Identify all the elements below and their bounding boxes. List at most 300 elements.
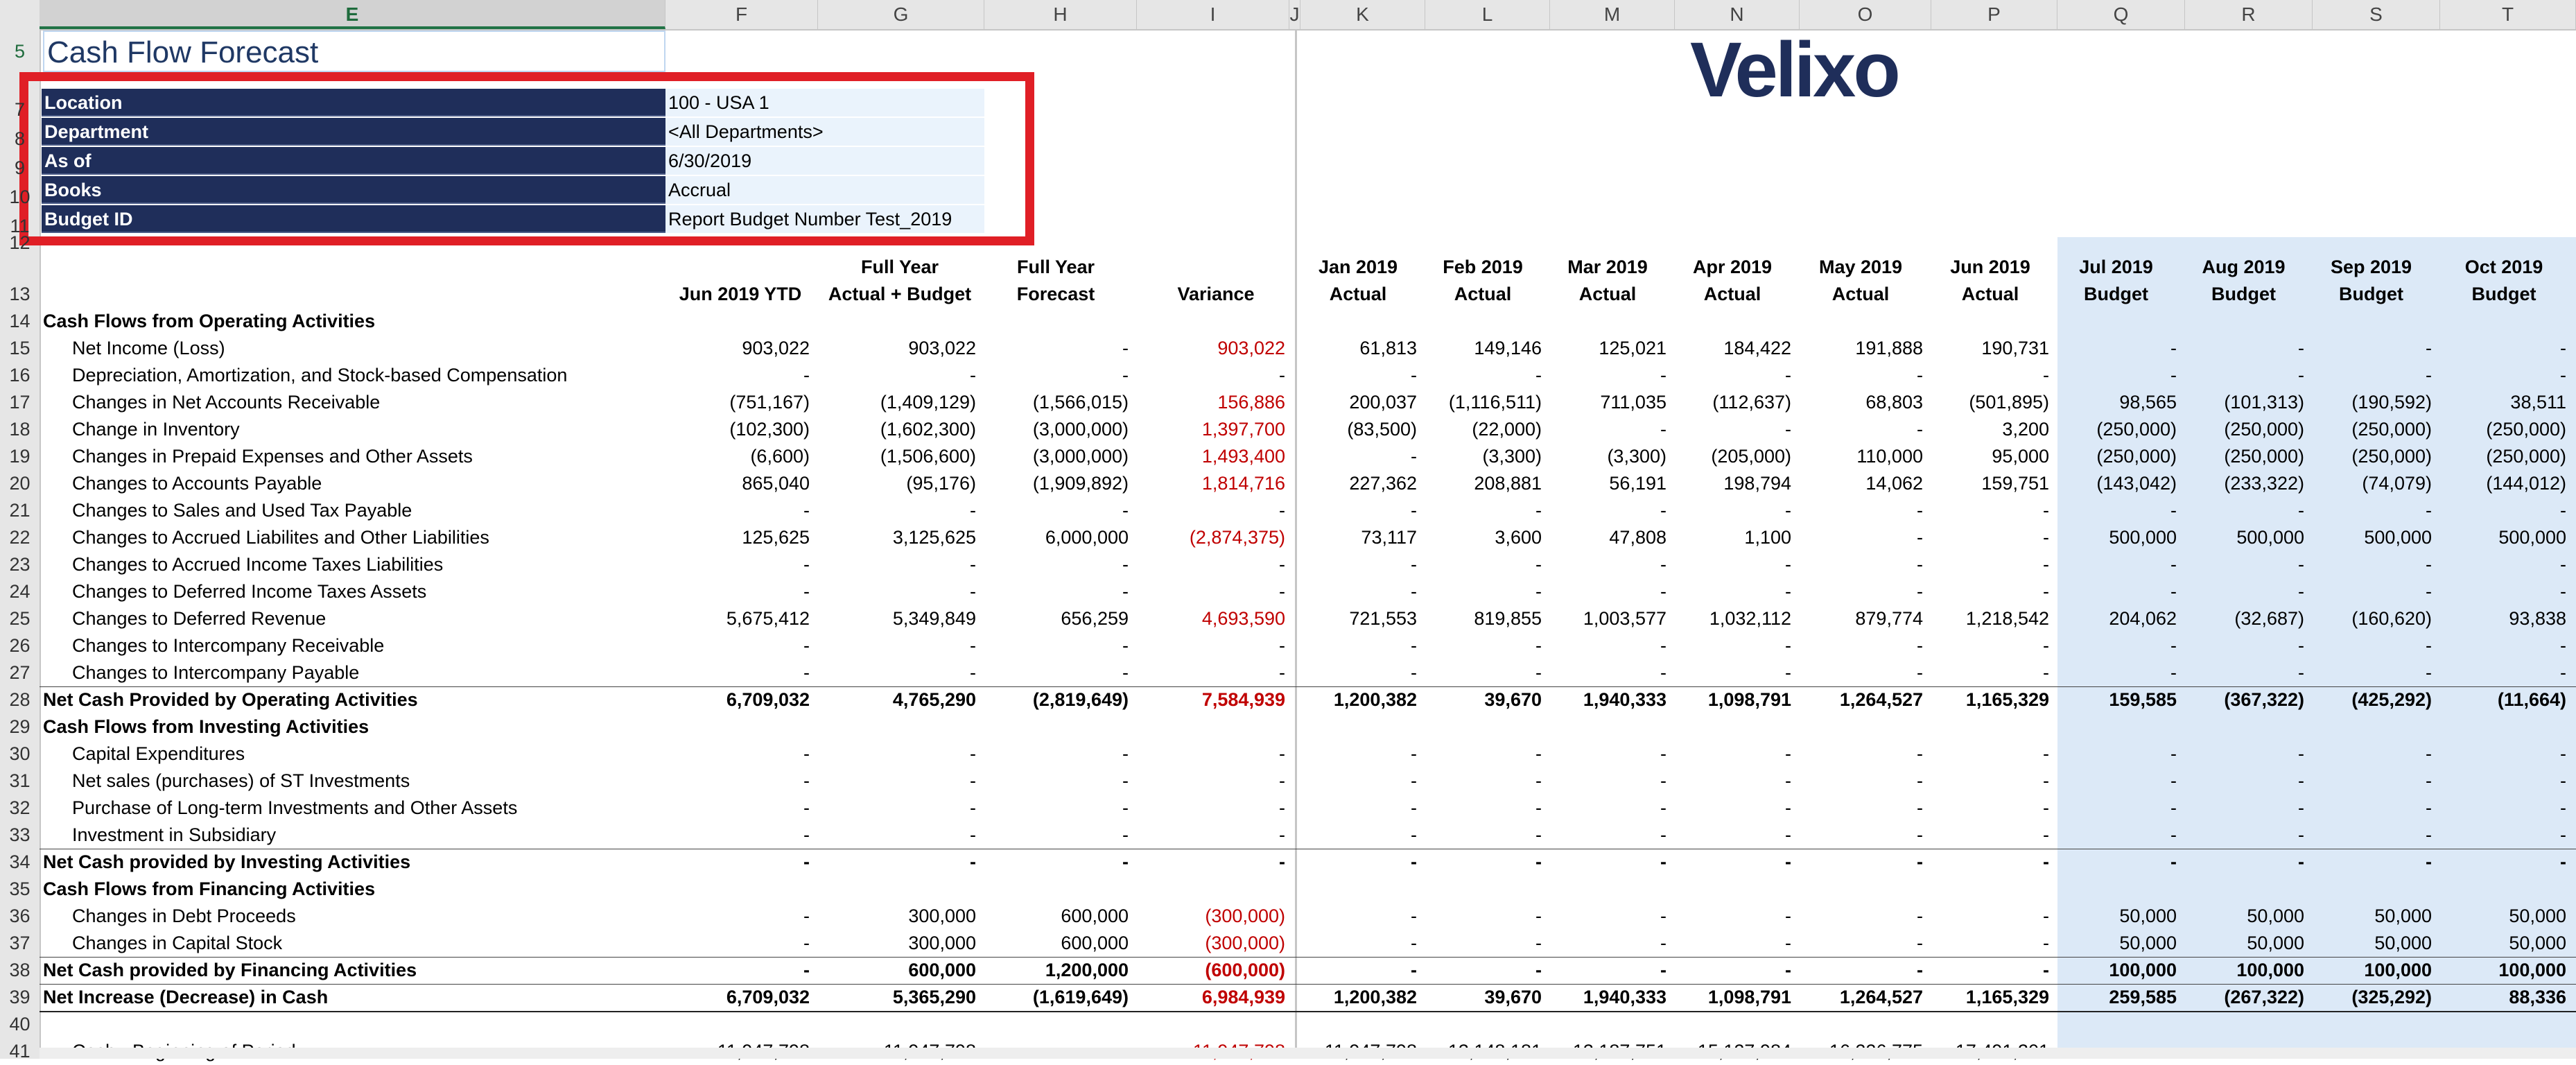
column-header-i[interactable]: I bbox=[1137, 0, 1289, 29]
value-cell[interactable]: 1,264,527 bbox=[1839, 689, 1923, 710]
value-cell[interactable]: - bbox=[2043, 500, 2049, 521]
value-cell[interactable]: 500,000 bbox=[2498, 527, 2566, 548]
param-value-location[interactable]: 100 - USA 1 bbox=[665, 89, 984, 116]
value-cell[interactable]: (102,300) bbox=[729, 419, 810, 440]
value-cell[interactable]: (250,000) bbox=[2224, 419, 2304, 440]
value-cell[interactable]: 100,000 bbox=[2109, 960, 2177, 980]
value-cell[interactable]: 819,855 bbox=[1474, 608, 1542, 629]
value-cell[interactable]: (22,000) bbox=[1472, 419, 1542, 440]
value-cell[interactable]: - bbox=[1411, 824, 1417, 845]
value-cell[interactable]: (250,000) bbox=[2096, 446, 2177, 467]
value-cell[interactable]: (1,602,300) bbox=[880, 419, 976, 440]
row-header-35[interactable]: 35 bbox=[9, 878, 31, 899]
value-cell[interactable]: - bbox=[1660, 770, 1666, 791]
value-cell[interactable]: - bbox=[1535, 851, 1542, 872]
value-cell[interactable]: (367,322) bbox=[2224, 689, 2304, 710]
value-cell[interactable]: 6,984,939 bbox=[1201, 987, 1285, 1007]
value-cell[interactable]: - bbox=[1660, 906, 1666, 926]
value-cell[interactable]: - bbox=[1411, 743, 1417, 764]
value-cell[interactable]: - bbox=[1122, 743, 1129, 764]
value-cell[interactable]: - bbox=[1917, 527, 1923, 548]
value-cell[interactable]: (250,000) bbox=[2351, 419, 2432, 440]
value-cell[interactable]: - bbox=[1785, 581, 1791, 602]
value-cell[interactable]: 1,200,000 bbox=[1045, 960, 1129, 980]
value-cell[interactable]: - bbox=[803, 824, 810, 845]
value-cell[interactable]: - bbox=[1660, 797, 1666, 818]
value-cell[interactable]: 1,032,112 bbox=[1709, 608, 1791, 629]
value-cell[interactable]: 125,625 bbox=[742, 527, 810, 548]
value-cell[interactable]: - bbox=[1411, 554, 1417, 575]
value-cell[interactable]: - bbox=[2170, 338, 2177, 358]
value-cell[interactable]: - bbox=[1122, 635, 1129, 656]
value-cell[interactable]: 500,000 bbox=[2109, 527, 2177, 548]
value-cell[interactable]: (2,874,375) bbox=[1189, 527, 1285, 548]
value-cell[interactable]: - bbox=[2560, 824, 2566, 845]
value-cell[interactable]: (501,895) bbox=[1969, 392, 2049, 413]
value-cell[interactable]: - bbox=[1660, 824, 1666, 845]
value-cell[interactable]: - bbox=[970, 662, 976, 683]
value-cell[interactable]: - bbox=[1279, 851, 1285, 872]
column-header-e[interactable]: E bbox=[40, 0, 665, 29]
value-cell[interactable]: (3,300) bbox=[1482, 446, 1542, 467]
value-cell[interactable]: (32,687) bbox=[2234, 608, 2304, 629]
value-cell[interactable]: 200,037 bbox=[1349, 392, 1417, 413]
value-cell[interactable]: 208,881 bbox=[1474, 473, 1542, 494]
value-cell[interactable]: 6,000,000 bbox=[1045, 527, 1129, 548]
value-cell[interactable]: - bbox=[803, 906, 810, 926]
row-header-27[interactable]: 27 bbox=[9, 662, 31, 683]
value-cell[interactable]: - bbox=[2426, 851, 2432, 872]
value-cell[interactable]: (233,322) bbox=[2224, 473, 2304, 494]
value-cell[interactable]: (325,292) bbox=[2351, 987, 2432, 1007]
value-cell[interactable]: 68,803 bbox=[1865, 392, 1923, 413]
value-cell[interactable]: 4,693,590 bbox=[1201, 608, 1285, 629]
row-header-29[interactable]: 29 bbox=[9, 716, 31, 737]
value-cell[interactable]: - bbox=[1917, 743, 1923, 764]
value-cell[interactable]: 50,000 bbox=[2374, 906, 2432, 926]
column-header-f[interactable]: F bbox=[665, 0, 818, 29]
value-cell[interactable]: (1,909,892) bbox=[1032, 473, 1129, 494]
value-cell[interactable]: - bbox=[2560, 500, 2566, 521]
value-cell[interactable]: - bbox=[1279, 365, 1285, 386]
param-value-budget-id[interactable]: Report Budget Number Test_2019 bbox=[665, 205, 984, 233]
row-header-28[interactable]: 28 bbox=[9, 689, 31, 710]
value-cell[interactable]: (160,620) bbox=[2351, 608, 2432, 629]
column-header-j[interactable]: J bbox=[1289, 0, 1300, 29]
value-cell[interactable]: - bbox=[2298, 554, 2304, 575]
value-cell[interactable]: - bbox=[1785, 906, 1791, 926]
value-cell[interactable]: - bbox=[803, 500, 810, 521]
value-cell[interactable]: (2,819,649) bbox=[1032, 689, 1129, 710]
value-cell[interactable]: 1,003,577 bbox=[1583, 608, 1666, 629]
value-cell[interactable]: - bbox=[1535, 770, 1542, 791]
value-cell[interactable]: 600,000 bbox=[1061, 933, 1129, 953]
value-cell[interactable]: - bbox=[2426, 500, 2432, 521]
value-cell[interactable]: - bbox=[2560, 554, 2566, 575]
value-cell[interactable]: - bbox=[2426, 365, 2432, 386]
value-cell[interactable]: - bbox=[1411, 635, 1417, 656]
value-cell[interactable]: 903,022 bbox=[742, 338, 810, 358]
value-cell[interactable]: - bbox=[2560, 797, 2566, 818]
value-cell[interactable]: - bbox=[2560, 581, 2566, 602]
value-cell[interactable]: - bbox=[1660, 635, 1666, 656]
value-cell[interactable]: 7,584,939 bbox=[1201, 689, 1285, 710]
value-cell[interactable]: - bbox=[1917, 662, 1923, 683]
value-cell[interactable]: - bbox=[1785, 419, 1791, 440]
value-cell[interactable]: - bbox=[1917, 581, 1923, 602]
value-cell[interactable]: - bbox=[1917, 851, 1923, 872]
value-cell[interactable]: - bbox=[1917, 933, 1923, 953]
row-header-7[interactable]: 7 bbox=[14, 99, 26, 120]
value-cell[interactable]: - bbox=[803, 635, 810, 656]
value-cell[interactable]: 5,349,849 bbox=[892, 608, 976, 629]
value-cell[interactable]: 903,022 bbox=[908, 338, 976, 358]
value-cell[interactable]: 903,022 bbox=[1217, 338, 1285, 358]
value-cell[interactable]: - bbox=[2170, 500, 2177, 521]
value-cell[interactable]: - bbox=[2170, 662, 2177, 683]
row-header-39[interactable]: 39 bbox=[9, 987, 31, 1007]
value-cell[interactable]: - bbox=[1660, 500, 1666, 521]
value-cell[interactable]: - bbox=[1917, 365, 1923, 386]
value-cell[interactable]: 3,600 bbox=[1495, 527, 1542, 548]
value-cell[interactable]: - bbox=[2426, 554, 2432, 575]
row-header-16[interactable]: 16 bbox=[9, 365, 31, 386]
value-cell[interactable]: 50,000 bbox=[2247, 933, 2304, 953]
value-cell[interactable]: - bbox=[2298, 365, 2304, 386]
param-value-department[interactable]: <All Departments> bbox=[665, 118, 984, 146]
value-cell[interactable]: - bbox=[1279, 797, 1285, 818]
column-header-q[interactable]: Q bbox=[2057, 0, 2185, 29]
value-cell[interactable]: (250,000) bbox=[2096, 419, 2177, 440]
value-cell[interactable]: 227,362 bbox=[1349, 473, 1417, 494]
value-cell[interactable]: 204,062 bbox=[2109, 608, 2177, 629]
value-cell[interactable]: - bbox=[1535, 662, 1542, 683]
value-cell[interactable]: - bbox=[1122, 824, 1129, 845]
value-cell[interactable]: 1,397,700 bbox=[1201, 419, 1285, 440]
value-cell[interactable]: - bbox=[1785, 743, 1791, 764]
value-cell[interactable]: 50,000 bbox=[2119, 906, 2177, 926]
row-header-14[interactable]: 14 bbox=[9, 311, 31, 331]
column-header-l[interactable]: L bbox=[1425, 0, 1550, 29]
value-cell[interactable]: 1,814,716 bbox=[1201, 473, 1285, 494]
value-cell[interactable]: (751,167) bbox=[729, 392, 810, 413]
value-cell[interactable]: - bbox=[2298, 635, 2304, 656]
value-cell[interactable]: 159,751 bbox=[1981, 473, 2049, 494]
value-cell[interactable]: 73,117 bbox=[1361, 527, 1417, 548]
value-cell[interactable]: - bbox=[2426, 797, 2432, 818]
value-cell[interactable]: 721,553 bbox=[1349, 608, 1417, 629]
value-cell[interactable]: 656,259 bbox=[1061, 608, 1129, 629]
value-cell[interactable]: - bbox=[1535, 581, 1542, 602]
value-cell[interactable]: - bbox=[2043, 365, 2049, 386]
value-cell[interactable]: (250,000) bbox=[2351, 446, 2432, 467]
value-cell[interactable]: - bbox=[2298, 662, 2304, 683]
value-cell[interactable]: (425,292) bbox=[2351, 689, 2432, 710]
value-cell[interactable]: (3,300) bbox=[1607, 446, 1666, 467]
column-header-n[interactable]: N bbox=[1675, 0, 1800, 29]
value-cell[interactable]: - bbox=[2298, 797, 2304, 818]
row-header-13[interactable]: 13 bbox=[9, 284, 31, 304]
value-cell[interactable]: - bbox=[1279, 581, 1285, 602]
value-cell[interactable]: - bbox=[2426, 581, 2432, 602]
value-cell[interactable]: - bbox=[1279, 500, 1285, 521]
value-cell[interactable]: - bbox=[1535, 365, 1542, 386]
value-cell[interactable]: - bbox=[1122, 662, 1129, 683]
value-cell[interactable]: - bbox=[1122, 554, 1129, 575]
value-cell[interactable]: (74,079) bbox=[2362, 473, 2432, 494]
value-cell[interactable]: 5,675,412 bbox=[726, 608, 810, 629]
row-header-17[interactable]: 17 bbox=[9, 392, 31, 413]
value-cell[interactable]: 98,565 bbox=[2119, 392, 2177, 413]
value-cell[interactable]: 300,000 bbox=[908, 906, 976, 926]
value-cell[interactable]: 1,493,400 bbox=[1201, 446, 1285, 467]
value-cell[interactable]: 191,888 bbox=[1855, 338, 1923, 358]
value-cell[interactable]: - bbox=[2043, 824, 2049, 845]
row-header-21[interactable]: 21 bbox=[9, 500, 31, 521]
value-cell[interactable]: 879,774 bbox=[1855, 608, 1923, 629]
value-cell[interactable]: - bbox=[2560, 338, 2566, 358]
value-cell[interactable]: - bbox=[803, 797, 810, 818]
row-header-32[interactable]: 32 bbox=[9, 797, 31, 818]
value-cell[interactable]: - bbox=[1660, 581, 1666, 602]
value-cell[interactable]: 3,200 bbox=[2002, 419, 2049, 440]
value-cell[interactable]: - bbox=[2298, 770, 2304, 791]
row-header-12[interactable]: 12 bbox=[9, 232, 31, 253]
value-cell[interactable]: - bbox=[1917, 770, 1923, 791]
column-header-t[interactable]: T bbox=[2440, 0, 2576, 29]
value-cell[interactable]: - bbox=[2426, 770, 2432, 791]
value-cell[interactable]: - bbox=[803, 662, 810, 683]
value-cell[interactable]: - bbox=[2426, 743, 2432, 764]
value-cell[interactable]: - bbox=[2426, 635, 2432, 656]
value-cell[interactable]: - bbox=[1660, 419, 1666, 440]
value-cell[interactable]: - bbox=[1785, 554, 1791, 575]
value-cell[interactable]: - bbox=[2426, 824, 2432, 845]
value-cell[interactable]: - bbox=[1122, 797, 1129, 818]
value-cell[interactable]: (83,500) bbox=[1347, 419, 1417, 440]
value-cell[interactable]: - bbox=[1411, 581, 1417, 602]
value-cell[interactable]: - bbox=[2298, 581, 2304, 602]
value-cell[interactable]: - bbox=[1785, 851, 1791, 872]
value-cell[interactable]: 50,000 bbox=[2119, 933, 2177, 953]
column-header-k[interactable]: K bbox=[1300, 0, 1425, 29]
column-header-g[interactable]: G bbox=[818, 0, 984, 29]
value-cell[interactable]: - bbox=[1917, 906, 1923, 926]
value-cell[interactable]: 149,146 bbox=[1474, 338, 1542, 358]
value-cell[interactable]: - bbox=[1535, 743, 1542, 764]
value-cell[interactable]: - bbox=[1411, 851, 1417, 872]
value-cell[interactable]: - bbox=[803, 851, 810, 872]
value-cell[interactable]: (267,322) bbox=[2224, 987, 2304, 1007]
value-cell[interactable]: - bbox=[2043, 770, 2049, 791]
row-header-19[interactable]: 19 bbox=[9, 446, 31, 467]
value-cell[interactable]: - bbox=[1279, 770, 1285, 791]
value-cell[interactable]: - bbox=[1917, 419, 1923, 440]
value-cell[interactable]: - bbox=[803, 933, 810, 953]
value-cell[interactable]: (95,176) bbox=[906, 473, 976, 494]
value-cell[interactable]: - bbox=[803, 581, 810, 602]
value-cell[interactable]: (6,600) bbox=[750, 446, 810, 467]
row-header-30[interactable]: 30 bbox=[9, 743, 31, 764]
value-cell[interactable]: - bbox=[2426, 338, 2432, 358]
value-cell[interactable]: 500,000 bbox=[2364, 527, 2432, 548]
row-header-18[interactable]: 18 bbox=[9, 419, 31, 440]
report-title[interactable]: Cash Flow Forecast bbox=[43, 31, 665, 72]
value-cell[interactable]: - bbox=[2170, 851, 2177, 872]
value-cell[interactable]: 14,062 bbox=[1865, 473, 1923, 494]
value-cell[interactable]: - bbox=[1535, 906, 1542, 926]
value-cell[interactable]: - bbox=[2298, 500, 2304, 521]
value-cell[interactable]: 156,886 bbox=[1217, 392, 1285, 413]
value-cell[interactable]: - bbox=[2043, 554, 2049, 575]
row-header-8[interactable]: 8 bbox=[14, 128, 26, 149]
value-cell[interactable]: 1,098,791 bbox=[1707, 987, 1791, 1007]
value-cell[interactable]: - bbox=[2170, 824, 2177, 845]
value-cell[interactable]: - bbox=[1535, 797, 1542, 818]
value-cell[interactable]: 1,940,333 bbox=[1583, 987, 1666, 1007]
value-cell[interactable]: - bbox=[1917, 824, 1923, 845]
value-cell[interactable]: - bbox=[2043, 960, 2049, 980]
value-cell[interactable]: - bbox=[1122, 500, 1129, 521]
value-cell[interactable]: - bbox=[2043, 797, 2049, 818]
value-cell[interactable]: 198,794 bbox=[1723, 473, 1791, 494]
value-cell[interactable]: (250,000) bbox=[2224, 446, 2304, 467]
value-cell[interactable]: 300,000 bbox=[908, 933, 976, 953]
value-cell[interactable]: 47,808 bbox=[1609, 527, 1666, 548]
value-cell[interactable]: - bbox=[1917, 960, 1923, 980]
value-cell[interactable]: - bbox=[1411, 446, 1417, 467]
value-cell[interactable]: - bbox=[2170, 770, 2177, 791]
value-cell[interactable]: (300,000) bbox=[1205, 906, 1285, 926]
value-cell[interactable]: (1,409,129) bbox=[880, 392, 976, 413]
value-cell[interactable]: 93,838 bbox=[2509, 608, 2566, 629]
value-cell[interactable]: - bbox=[1122, 338, 1129, 358]
value-cell[interactable]: (112,637) bbox=[1712, 392, 1791, 413]
row-header-34[interactable]: 34 bbox=[9, 851, 31, 872]
value-cell[interactable]: (1,506,600) bbox=[880, 446, 976, 467]
value-cell[interactable]: 1,200,382 bbox=[1333, 987, 1417, 1007]
value-cell[interactable]: - bbox=[1411, 662, 1417, 683]
param-value-as-of[interactable]: 6/30/2019 bbox=[665, 147, 984, 175]
value-cell[interactable]: - bbox=[2043, 527, 2049, 548]
value-cell[interactable]: 1,165,329 bbox=[1965, 987, 2049, 1007]
value-cell[interactable]: - bbox=[1660, 365, 1666, 386]
value-cell[interactable]: - bbox=[1535, 960, 1542, 980]
value-cell[interactable]: - bbox=[803, 770, 810, 791]
value-cell[interactable]: - bbox=[1917, 554, 1923, 575]
row-header-11[interactable]: 11 bbox=[10, 216, 30, 236]
value-cell[interactable]: - bbox=[1279, 743, 1285, 764]
value-cell[interactable]: - bbox=[1535, 500, 1542, 521]
value-cell[interactable]: - bbox=[2560, 635, 2566, 656]
value-cell[interactable]: - bbox=[2560, 365, 2566, 386]
value-cell[interactable]: 1,218,542 bbox=[1965, 608, 2049, 629]
value-cell[interactable]: - bbox=[803, 960, 810, 980]
row-header-9[interactable]: 9 bbox=[14, 157, 26, 178]
value-cell[interactable]: - bbox=[1411, 797, 1417, 818]
value-cell[interactable]: - bbox=[1411, 365, 1417, 386]
value-cell[interactable]: - bbox=[1535, 824, 1542, 845]
value-cell[interactable]: 5,365,290 bbox=[892, 987, 976, 1007]
value-cell[interactable]: - bbox=[1660, 554, 1666, 575]
value-cell[interactable]: - bbox=[1279, 635, 1285, 656]
value-cell[interactable]: - bbox=[1411, 906, 1417, 926]
value-cell[interactable]: (1,619,649) bbox=[1032, 987, 1129, 1007]
value-cell[interactable]: - bbox=[2298, 824, 2304, 845]
value-cell[interactable]: - bbox=[2560, 851, 2566, 872]
value-cell[interactable]: 1,165,329 bbox=[1965, 689, 2049, 710]
row-header-26[interactable]: 26 bbox=[9, 635, 31, 656]
value-cell[interactable]: - bbox=[2043, 743, 2049, 764]
value-cell[interactable]: 865,040 bbox=[742, 473, 810, 494]
value-cell[interactable]: - bbox=[2298, 338, 2304, 358]
value-cell[interactable]: (3,000,000) bbox=[1032, 419, 1129, 440]
value-cell[interactable]: - bbox=[803, 743, 810, 764]
value-cell[interactable]: - bbox=[1660, 851, 1666, 872]
value-cell[interactable]: 600,000 bbox=[908, 960, 976, 980]
row-header-41[interactable]: 41 bbox=[9, 1041, 31, 1062]
value-cell[interactable]: 38,511 bbox=[2510, 392, 2566, 413]
value-cell[interactable]: - bbox=[2298, 851, 2304, 872]
column-header-h[interactable]: H bbox=[984, 0, 1137, 29]
row-header-36[interactable]: 36 bbox=[9, 906, 31, 926]
row-header-5[interactable]: 5 bbox=[14, 41, 26, 62]
value-cell[interactable]: 1,100 bbox=[1744, 527, 1791, 548]
value-cell[interactable]: 1,264,527 bbox=[1839, 987, 1923, 1007]
value-cell[interactable]: 6,709,032 bbox=[726, 689, 810, 710]
value-cell[interactable]: - bbox=[970, 851, 976, 872]
row-header-37[interactable]: 37 bbox=[9, 933, 31, 953]
value-cell[interactable]: - bbox=[2170, 554, 2177, 575]
value-cell[interactable]: - bbox=[1279, 662, 1285, 683]
value-cell[interactable]: 95,000 bbox=[1992, 446, 2049, 467]
value-cell[interactable]: (300,000) bbox=[1205, 933, 1285, 953]
value-cell[interactable]: 100,000 bbox=[2236, 960, 2304, 980]
value-cell[interactable]: - bbox=[1411, 933, 1417, 953]
value-cell[interactable]: 159,585 bbox=[2109, 689, 2177, 710]
value-cell[interactable]: - bbox=[803, 365, 810, 386]
value-cell[interactable]: 61,813 bbox=[1359, 338, 1417, 358]
row-header-25[interactable]: 25 bbox=[9, 608, 31, 629]
value-cell[interactable]: 184,422 bbox=[1723, 338, 1791, 358]
column-header-p[interactable]: P bbox=[1931, 0, 2057, 29]
value-cell[interactable]: - bbox=[1917, 797, 1923, 818]
value-cell[interactable]: 88,336 bbox=[2509, 987, 2566, 1007]
value-cell[interactable]: (143,042) bbox=[2096, 473, 2177, 494]
value-cell[interactable]: - bbox=[1785, 824, 1791, 845]
column-header-m[interactable]: M bbox=[1550, 0, 1675, 29]
row-header-33[interactable]: 33 bbox=[9, 824, 31, 845]
value-cell[interactable]: - bbox=[803, 554, 810, 575]
row-header-38[interactable]: 38 bbox=[9, 960, 31, 980]
row-header-40[interactable]: 40 bbox=[9, 1014, 31, 1034]
value-cell[interactable]: - bbox=[970, 635, 976, 656]
value-cell[interactable]: - bbox=[2170, 797, 2177, 818]
value-cell[interactable]: 125,021 bbox=[1599, 338, 1666, 358]
value-cell[interactable]: 3,125,625 bbox=[892, 527, 976, 548]
value-cell[interactable]: (600,000) bbox=[1205, 960, 1285, 980]
row-header-20[interactable]: 20 bbox=[9, 473, 31, 494]
value-cell[interactable]: (3,000,000) bbox=[1032, 446, 1129, 467]
value-cell[interactable]: - bbox=[970, 824, 976, 845]
row-header-10[interactable]: 10 bbox=[9, 187, 31, 207]
value-cell[interactable]: 50,000 bbox=[2509, 933, 2566, 953]
value-cell[interactable]: - bbox=[1122, 770, 1129, 791]
value-cell[interactable]: - bbox=[1785, 365, 1791, 386]
value-cell[interactable]: - bbox=[1660, 743, 1666, 764]
value-cell[interactable]: - bbox=[970, 365, 976, 386]
value-cell[interactable]: - bbox=[1535, 554, 1542, 575]
